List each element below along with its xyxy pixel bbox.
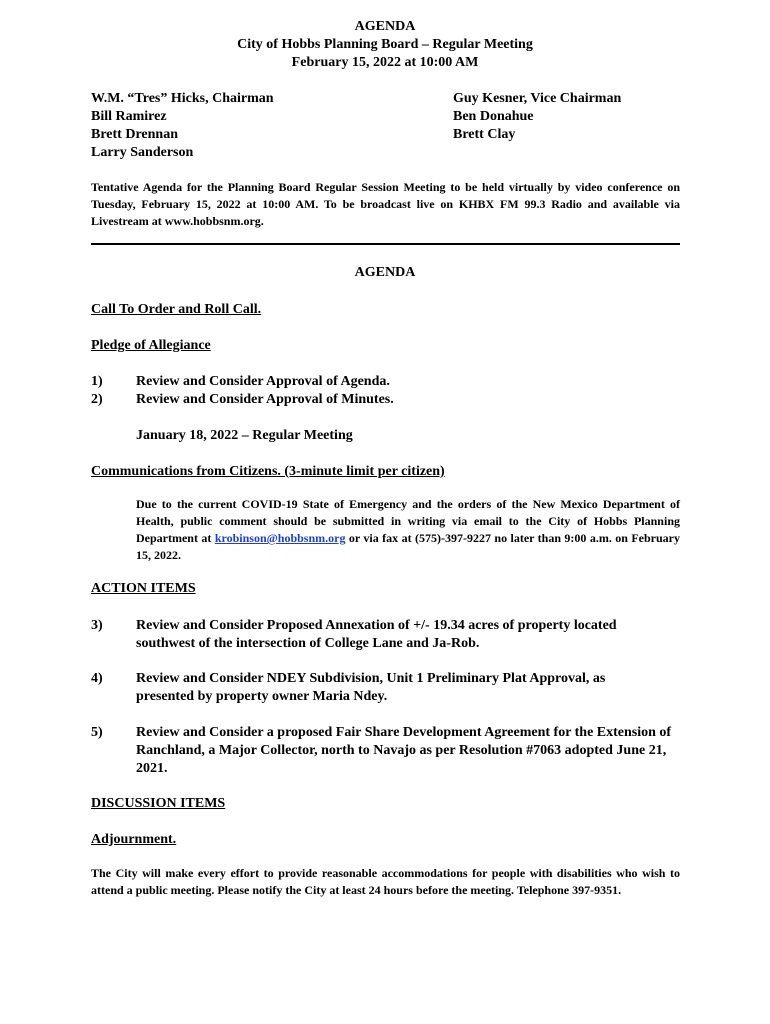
accommodations-notice: The City will make every effort to provide reasonable accommodations for people with disabilities who wish to attend a public meeting. Please notify the City at least 24 hours before the meeting. Telephone 397-9351. [91,866,680,897]
item-3-number: 3) [91,618,103,633]
header-title: AGENDA [354,19,416,34]
discussion-items-heading: DISCUSSION ITEMS [91,796,226,811]
header-board: City of Hobbs Planning Board – Regular Meeting [237,37,533,52]
minutes-date: January 18, 2022 – Regular Meeting [136,428,353,443]
item-3-text: Review and Consider Proposed Annexation of +/- 19.34 acres of property located southwest of the intersection of College Lane and Ja-Rob. [136,618,617,651]
communications-heading: Communications from Citizens. (3-minute limit per citizen) [91,464,445,479]
item-2-text: Review and Consider Approval of Minutes. [136,392,394,407]
pledge-of-allegiance: Pledge of Allegiance [91,338,211,353]
item-1-number: 1) [91,374,103,389]
intro-paragraph: Tentative Agenda for the Planning Board Regular Session Meeting to be held virtually by video conference on Tuesday, February 15, 2022 at 10:00 AM. To be broadcast live on KHBX FM 99.3 Radio and available via Livestream at www.hobbsnm.org. [91,180,680,228]
adjournment: Adjournment. [91,832,177,847]
call-to-order: Call To Order and Roll Call. [91,302,262,317]
member-right-1: Guy Kesner, Vice Chairman [453,91,622,106]
item-4-text: Review and Consider NDEY Subdivision, Unit 1 Preliminary Plat Approval, as presented by property owner Maria Ndey. [136,671,606,704]
horizontal-rule [91,243,680,245]
item-1-text: Review and Consider Approval of Agenda. [136,374,390,389]
item-5-text: Review and Consider a proposed Fair Share Development Agreement for the Extension of Ranchland, a Major Collector, north to Navajo as per Resolution #7063 adopted June 21, 2021. [136,725,672,776]
member-left-1: W.M. “Tres” Hicks, Chairman [91,91,274,106]
action-items-heading: ACTION ITEMS [91,581,196,596]
agenda-heading: AGENDA [354,265,416,280]
member-left-3: Brett Drennan [91,127,178,142]
header-date: February 15, 2022 at 10:00 AM [291,55,479,70]
member-left-4: Larry Sanderson [91,145,194,160]
email-link[interactable]: krobinson@hobbsnm.org [214,531,346,545]
communications-body [136,496,680,564]
item-2-number: 2) [91,392,103,407]
communications-body-after: or via fax at (575)-397-9227 no later than 9:00 a.m. on February 15, 2022. [136,531,680,562]
item-4-number: 4) [91,671,103,686]
member-right-3: Brett Clay [453,127,516,142]
member-left-2: Bill Ramirez [91,109,167,124]
communications-body-before: Due to the current COVID-19 State of Emergency and the orders of the New Mexico Department of Health, public comment should be submitted in writing via email to the City of Hobbs Planning Department at [136,497,680,545]
member-right-2: Ben Donahue [453,109,534,124]
item-5-number: 5) [91,725,103,740]
